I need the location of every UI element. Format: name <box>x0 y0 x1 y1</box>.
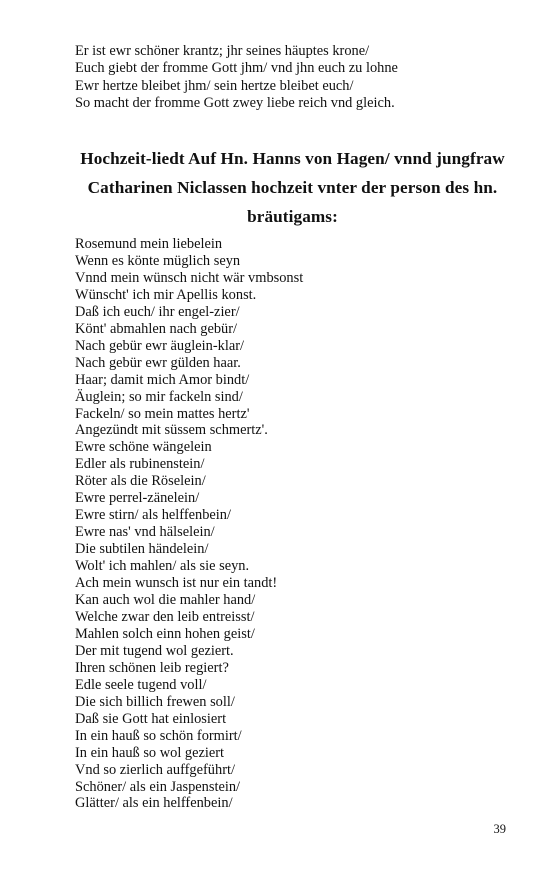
verse-line: Ewre schöne wängelein <box>75 439 212 456</box>
verse-line: Ewre nas' vnd hälselein/ <box>75 524 215 541</box>
verse-line: Welche zwar den leib entreisst/ <box>75 608 255 625</box>
verse-line: Vnnd mein wünsch nicht wär vmbsonst <box>75 269 304 286</box>
verse-line: Angezündt mit süssem schmertz'. <box>75 422 268 439</box>
verse-line: Mahlen solch einn hohen geist/ <box>75 625 255 642</box>
verse-line: Äuglein; so mir fackeln sind/ <box>75 388 243 405</box>
verse-line: In ein hauß so wol geziert <box>75 744 225 761</box>
verse-line: Er ist ewr schöner krantz; jhr seines häuptes krone/ <box>75 43 370 59</box>
verse-line: Rosemund mein liebelein <box>75 236 223 252</box>
top-stanza <box>75 43 515 112</box>
verse-line: Nach gebür ewr gülden haar. <box>75 354 241 371</box>
verse-line: Wenn es könte müglich seyn <box>75 252 241 269</box>
title-line: Hochzeit-liedt Auf Hn. Hanns von Hagen/ vnnd jungfraw <box>80 149 505 168</box>
verse-line: Haar; damit mich Amor bindt/ <box>75 371 250 388</box>
page-number: 39 <box>493 822 506 836</box>
verse-line: Euch giebt der fromme Gott jhm/ vnd jhn euch zu lohne <box>75 60 398 77</box>
verse-line: Ewre perrel-zänelein/ <box>75 490 200 507</box>
verse-line: Daß ich euch/ ihr engel-zier/ <box>75 303 240 320</box>
verse-line: So macht der fromme Gott zwey liebe reich vnd gleich. <box>75 94 395 111</box>
verse-line: Schöner/ als ein Jaspenstein/ <box>75 778 241 795</box>
verse-line: Fackeln/ so mein mattes hertz' <box>75 405 250 422</box>
poem-body <box>75 236 515 812</box>
verse-line: Wolt' ich mahlen/ als sie seyn. <box>75 558 250 575</box>
verse-line: Ihren schönen leib regiert? <box>75 659 229 676</box>
verse-line: Röter als die Röselein/ <box>75 473 206 490</box>
title-line: Catharinen Niclassen hochzeit vnter der person des hn. <box>87 178 498 197</box>
verse-line: Glätter/ als ein helffenbein/ <box>75 795 233 812</box>
verse-line: Wünscht' ich mir Apellis konst. <box>75 286 257 303</box>
title-line: bräutigams: <box>247 207 338 226</box>
verse-line: Daß sie Gott hat einlosiert <box>75 710 227 727</box>
verse-line: Ewre stirn/ als helffenbein/ <box>75 507 231 524</box>
verse-line: Die sich billich frewen soll/ <box>75 693 235 710</box>
verse-line: Vnd so zierlich auffgeführt/ <box>75 761 235 778</box>
poem-title <box>40 144 545 231</box>
verse-line: Könt' abmahlen nach gebür/ <box>75 320 238 337</box>
verse-line: Edler als rubinenstein/ <box>75 456 205 473</box>
verse-line: Nach gebür ewr äuglein-klar/ <box>75 337 245 354</box>
verse-line: Kan auch wol die mahler hand/ <box>75 592 256 609</box>
verse-line: Der mit tugend wol geziert. <box>75 642 234 659</box>
verse-line: Edle seele tugend voll/ <box>75 676 207 693</box>
verse-line: Die subtilen händelein/ <box>75 541 209 558</box>
verse-line: Ach mein wunsch ist nur ein tandt! <box>75 575 278 592</box>
verse-line: In ein hauß so schön formirt/ <box>75 727 242 744</box>
verse-line: Ewr hertze bleibet jhm/ sein hertze bleibet euch/ <box>75 77 354 94</box>
